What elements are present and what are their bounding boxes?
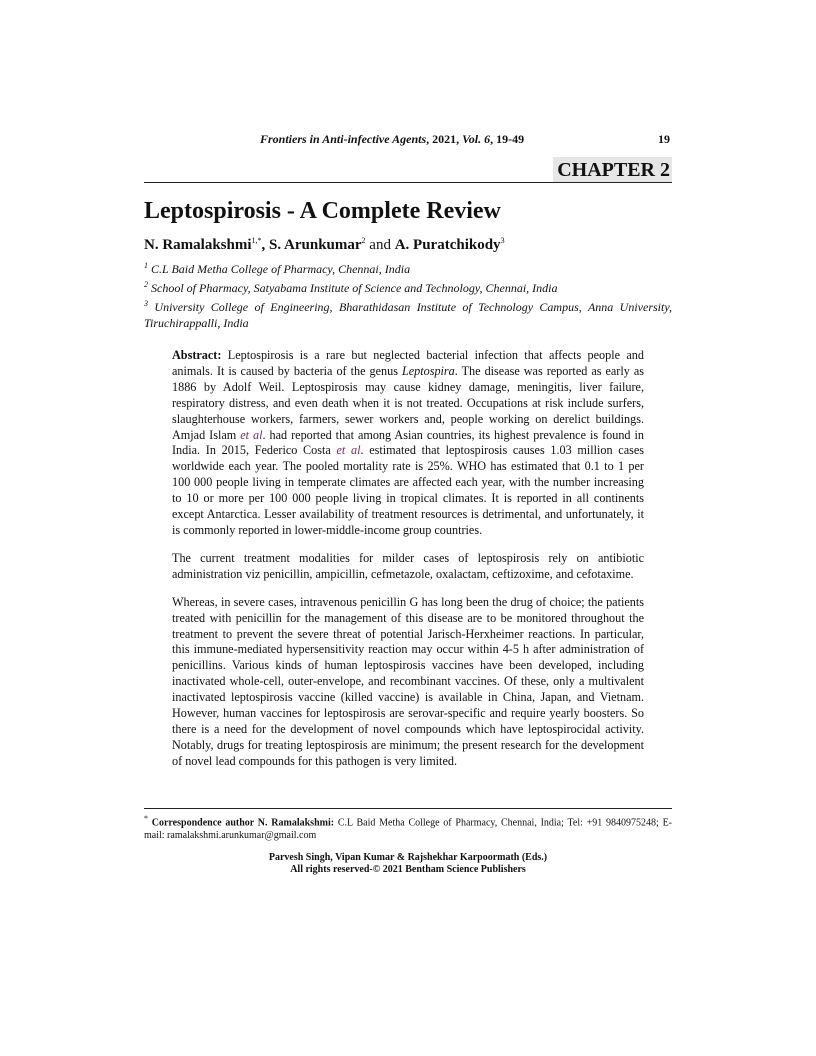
footnote-label: Correspondence author N. Ramalakshmi: xyxy=(151,817,335,829)
affiliation-sup: 2 xyxy=(144,280,148,289)
author-sup: 2 xyxy=(361,236,366,245)
abstract xyxy=(172,348,644,782)
author-sup: 1,* xyxy=(251,236,262,245)
page-number: 19 xyxy=(658,132,670,146)
et-al: et al xyxy=(240,427,263,442)
abstract-paragraph xyxy=(172,348,644,539)
footnote-sup: * xyxy=(144,814,148,823)
publisher-info xyxy=(144,852,672,876)
affiliation xyxy=(144,258,672,277)
page-title: Leptospirosis - A Complete Review xyxy=(144,198,501,224)
text: . The disease was reported as early as 1886 by Adolf Weil. Leptospirosis may cause kidney damage, meningitis, liver failure, respiratory distress, and even death when it is not treated. Occupations at risk include surfers, slaughterhouse workers, farmers, sewer workers and, people working on derelict buildings. Amjad Islam xyxy=(172,363,644,442)
footnote-divider xyxy=(144,808,672,809)
author-sep: , xyxy=(261,237,270,253)
author-name: A. Puratchikody xyxy=(394,237,501,253)
abstract-paragraph: Whereas, in severe cases, intravenous penicillin G has long been the drug of choice; the patients treated with penicillin for the management of this disease are to be monitored throughout the treatment to prevent the severe threat of potential Jarisch-Herxheimer reactions. In particular, this immune-mediated hypersensitivity reaction may occur within 4-5 h after administration of penicillins. Various kinds of human leptospirosis vaccines have been developed, including inactivated whole-cell, outer-envelope, and recombinant vaccines. Of these, only a multivalent inactivated leptospirosis vaccine (killed vaccine) is available in China, Japan, and Vietnam. However, human vaccines for leptospirosis are serovar-specific and require yearly boosters. So there is a need for the development of novel compounds which have leptospirocidal activity. Notably, drugs for treating leptospirosis are minimum; the present research for the development of novel lead compounds for this pathogen is very limited. xyxy=(172,594,644,768)
affiliation-text: University College of Engineering, Bharathidasan Institute of Technology Campus, Anna University, Tiruchirappalli, India xyxy=(144,300,672,330)
author-list xyxy=(144,236,505,254)
editors: Parvesh Singh, Vipan Kumar & Rajshekhar Karpoormath (Eds.) xyxy=(268,852,548,863)
affiliation-sup: 3 xyxy=(144,299,148,308)
journal-year: , 2021, xyxy=(426,132,463,146)
copyright: All rights reserved-© 2021 Bentham Science Publishers xyxy=(290,864,526,875)
affiliation-text: C.L Baid Metha College of Pharmacy, Chennai, India xyxy=(151,262,411,276)
text: . had reported that among Asian countries, its highest prevalence is found in India. In 2015, Federico Costa xyxy=(172,427,644,458)
et-al: et al xyxy=(336,443,361,458)
footnote xyxy=(144,812,672,842)
affiliation-text: School of Pharmacy, Satyabama Institute of Science and Technology, Chennai, India xyxy=(151,281,558,295)
abstract-label: Abstract: xyxy=(172,348,222,362)
author-name: S. Arunkumar xyxy=(269,237,362,253)
journal-name: Frontiers in Anti-infective Agents xyxy=(260,132,427,146)
author-name: N. Ramalakshmi xyxy=(144,237,252,253)
affiliation xyxy=(144,277,672,296)
chapter-label: CHAPTER 2 xyxy=(553,157,672,182)
footnote-text: C.L Baid Metha College of Pharmacy, Chennai, India; Tel: +91 9840975248; E-mail: ramalakshmi.arunkumar@gmail.com xyxy=(144,817,673,842)
affiliation xyxy=(144,296,672,331)
journal-pages: , 19-49 xyxy=(490,132,525,146)
author-sep: and xyxy=(365,237,395,253)
journal-volume: Vol. 6 xyxy=(462,132,491,146)
author-sup: 3 xyxy=(500,236,505,245)
divider xyxy=(144,182,672,183)
text: Leptospirosis is a rare but neglected bacterial infection that affects people and animals. It is caused by bacteria of the genus xyxy=(172,348,644,378)
text: . estimated that leptospirosis causes 1.03 million cases worldwide each year. The pooled mortality rate is 25%. WHO has estimated that 0.1 to 1 per 100 000 people living in temperate climates are affected each year, with the number increasing to 10 or more per 100 000 people living in tropical climates. It is reported in all continents except Antarctica. Lesser availability of treatment resources is detrimental, and unfortunately, it is commonly reported in lower-middle-income group countries. xyxy=(172,443,645,537)
affiliation-sup: 1 xyxy=(144,261,148,270)
abstract-paragraph: The current treatment modalities for milder cases of leptospirosis rely on antibiotic administration viz penicillin, ampicillin, cefmetazole, oxalactam, ceftizoxime, and cefotaxime. xyxy=(172,550,644,581)
genus-name: Leptospira xyxy=(401,363,455,378)
